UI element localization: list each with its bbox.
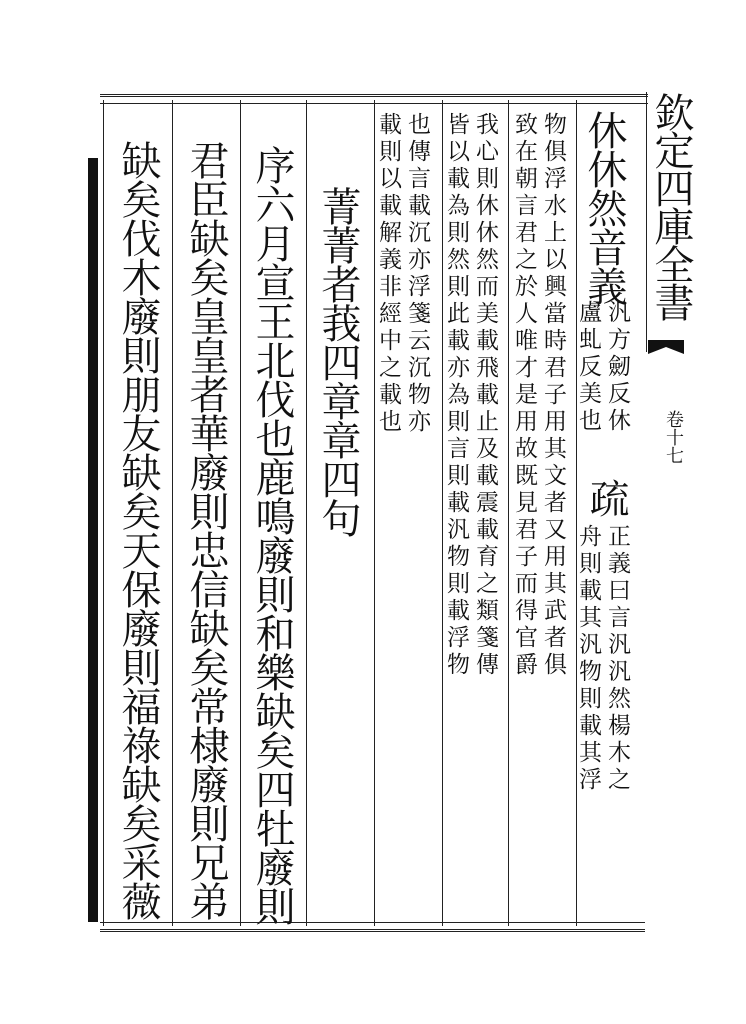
annotation-column-3 [444, 112, 496, 679]
column-divider [103, 100, 104, 926]
annotation-line: 載則以載解義非經中之載也 [375, 112, 401, 436]
volume-label: 卷十七 [663, 410, 684, 464]
annotation-line: 舟則載其汎物則載其浮 [575, 524, 601, 794]
book-title-strip [646, 92, 695, 352]
annotation-line: 皆以載為則然則此載亦為則言則載汎物則載浮物 [443, 112, 469, 679]
annotation-column-4 [376, 112, 428, 436]
column-divider [306, 100, 307, 926]
annotation-line: 正義曰言汎汎然楊木之 [604, 524, 630, 794]
left-thick-rule [88, 158, 98, 922]
annotation-line: 也傳言載沉亦浮箋云沉物亦 [404, 112, 430, 436]
book-title: 欽定四庫全書 [648, 92, 694, 320]
chapter-summary: 菁菁者莪四章章四句 [315, 186, 361, 537]
main-text-column-7: 君臣缺矣皇皇者華廢則忠信缺矣常棣廢則兄弟 [183, 140, 229, 920]
main-text-column-1: 休休然音義 [581, 110, 627, 305]
annotation-line: 我心則休休然而美載飛載止及載震載育之類箋傳 [472, 112, 498, 679]
main-text-column-6: 序六月宣王北伐也鹿鳴廢則和樂缺矣四牡廢則 [249, 145, 295, 925]
annotation-line: 盧虬反美也 [575, 300, 601, 435]
column-divider [576, 100, 577, 926]
annotation-line: 汎方劒反休 [604, 300, 630, 435]
annotation-column-2 [512, 112, 564, 679]
annotation-line: 物俱浮水上以興當時君子用其文者又用其武者俱 [540, 112, 566, 679]
annotation-column-1-tail [576, 524, 628, 794]
annotation-line: 致在朝言君之於人唯才是用故既見君子而得官爵 [511, 112, 537, 679]
column-divider [172, 100, 173, 926]
column-divider [508, 100, 509, 926]
shu-marker: 疏 [583, 478, 629, 517]
bottom-border [100, 922, 645, 932]
main-text-column-8: 缺矣伐木廢則朋友缺矣天保廢則福祿缺矣采薇 [115, 140, 161, 920]
column-divider [240, 100, 241, 926]
annotation-column-1 [576, 300, 628, 435]
fish-tail-mark-icon [648, 338, 684, 356]
